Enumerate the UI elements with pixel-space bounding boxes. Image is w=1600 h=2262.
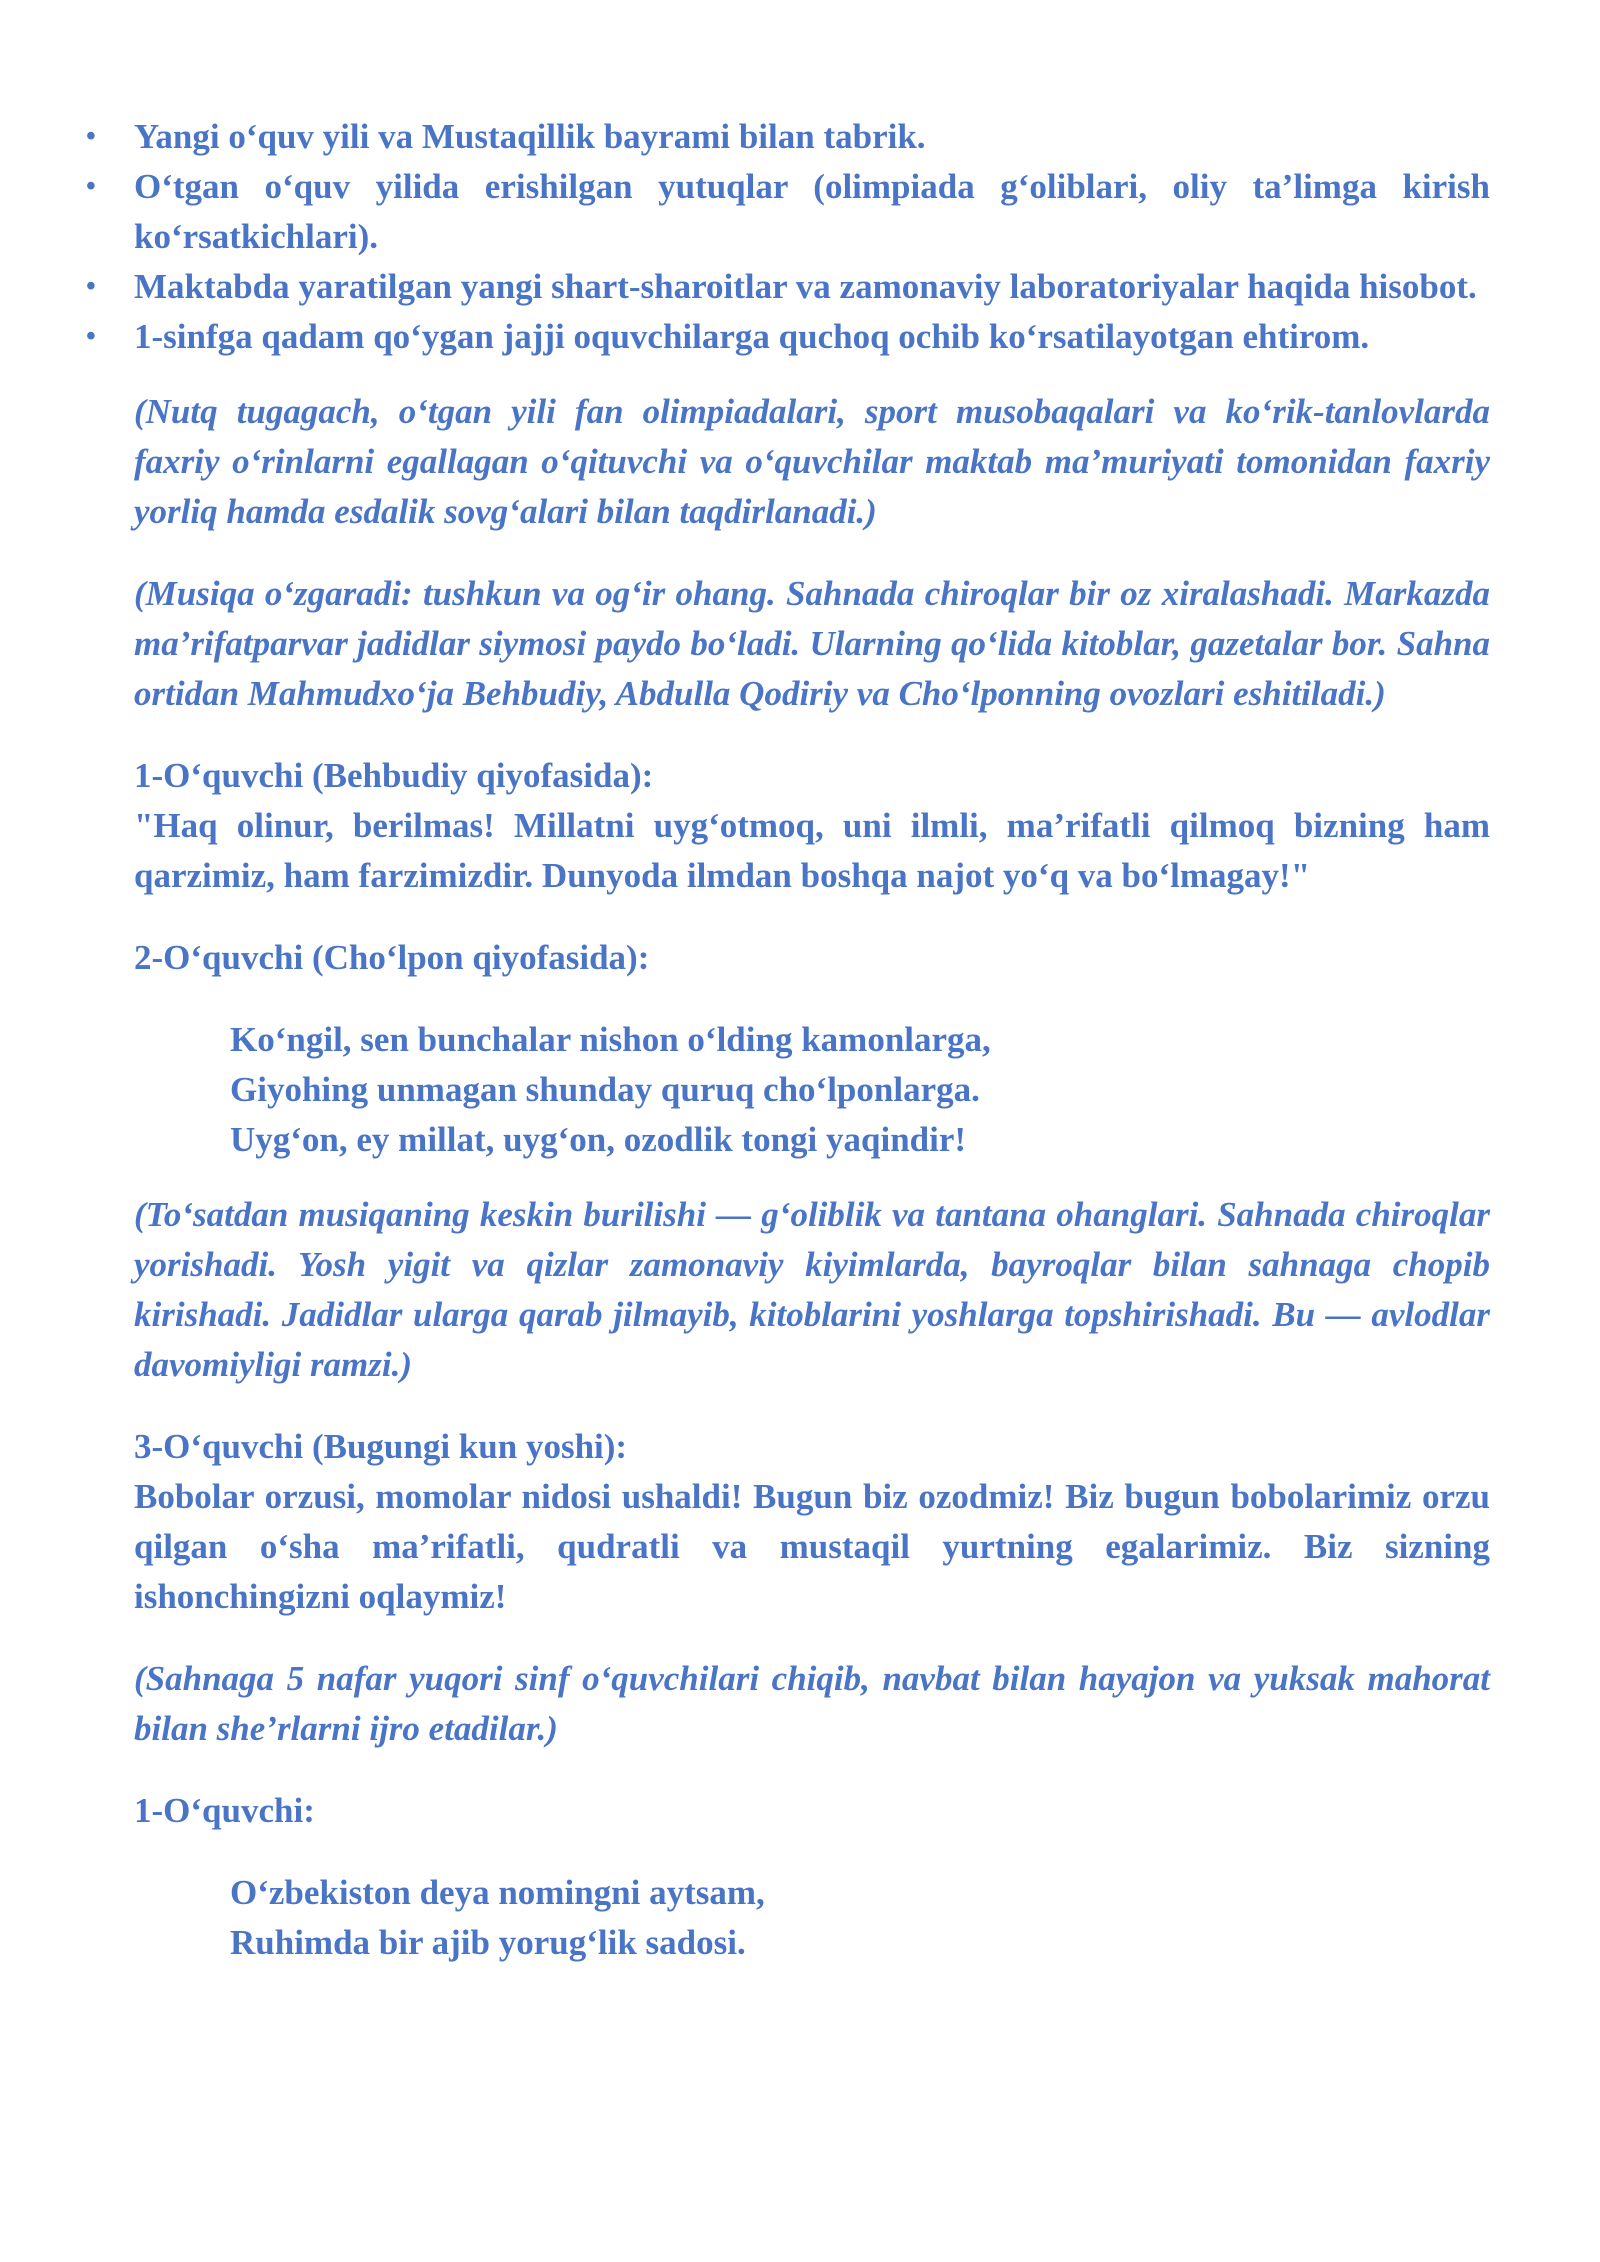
verse-uzbekistan (134, 1868, 1490, 1968)
bullet-text: Yangi o‘quv yili va Mustaqillik bayrami bilan tabrik. (134, 117, 926, 156)
bullet-item (86, 262, 1490, 312)
verse-cholpon (134, 1015, 1490, 1165)
stage-direction-awards: (Nutq tugagach, o‘tgan yili fan olimpiadalari, sport musobaqalari va ko‘rik-tanlovlarda faxriy o‘rinlarni egallagan o‘qituvchi va o‘quvchilar maktab ma’muriyati tomonidan faxriy yorliq hamda esdalik sovg‘alari bilan taqdirlanadi.) (134, 392, 1490, 531)
speaker-label-behbudiy: 1-O‘quvchi (Behbudiy qiyofasida): (134, 756, 654, 795)
speaker-label-youth: 3-O‘quvchi (Bugungi kun yoshi): (134, 1427, 628, 1466)
bullet-icon: • (86, 271, 96, 302)
verse-line: Ko‘ngil, sen bunchalar nishon o‘lding kamonlarga, (230, 1020, 991, 1059)
verse-line: Ruhimda bir ajib yorug‘lik sadosi. (230, 1923, 746, 1962)
bullet-item (86, 162, 1490, 262)
stage-direction-poems: (Sahnaga 5 nafar yuqori sinf o‘quvchilari chiqib, navbat bilan hayajon va yuksak mahorat bilan she’rlarni ijro etadilar.) (134, 1659, 1490, 1748)
verse-line: Giyohing unmagan shunday quruq cho‘lponlarga. (230, 1070, 980, 1109)
bullet-text: 1-sinfga qadam qo‘ygan jajji oquvchilarga quchoq ochib ko‘rsatilayotgan ehtirom. (134, 317, 1370, 356)
program-bullet-list (86, 112, 1490, 362)
bullet-text: Maktabda yaratilgan yangi shart-sharoitlar va zamonaviy laboratoriyalar haqida hisobot. (134, 267, 1477, 306)
speech-behbudiy: "Haq olinur, berilmas! Millatni uyg‘otmoq, uni ilmli, ma’rifatli qilmoq bizning ham qarzimiz, ham farzimizdir. Dunyoda ilmdan boshqa najot yo‘q va bo‘lmagay!" (134, 806, 1490, 895)
bullet-icon: • (86, 171, 96, 202)
bullet-icon: • (86, 121, 96, 152)
stage-direction-jadids: (Musiqa o‘zgaradi: tushkun va og‘ir ohang. Sahnada chiroqlar bir oz xiralashadi. Markazda ma’rifatparvar jadidlar siymosi paydo bo‘ladi. Ularning qo‘lida kitoblar, gazetalar bor. Sahna ortidan Mahmudxo‘ja Behbudiy, Abdulla Qodiriy va Cho‘lponning ovozlari eshitiladi.) (134, 574, 1490, 713)
speaker-label-student-1: 1-O‘quvchi: (134, 1791, 315, 1830)
speech-youth: Bobolar orzusi, momolar nidosi ushaldi! Bugun biz ozodmiz! Biz bugun bobolarimiz orzu qilgan o‘sha ma’rifatli, qudratli va mustaqil yurtning egalarimiz. Biz sizning ishonchingizni oqlaymiz! (134, 1477, 1490, 1616)
bullet-text: O‘tgan o‘quv yilida erishilgan yutuqlar (olimpiada g‘oliblari, oliy ta’limga kirish ko‘rsatkichlari). (134, 167, 1490, 256)
bullet-item (86, 312, 1490, 362)
verse-line: Uyg‘on, ey millat, uyg‘on, ozodlik tongi yaqindir! (230, 1120, 967, 1159)
speaker-label-cholpon: 2-O‘quvchi (Cho‘lpon qiyofasida): (134, 938, 650, 977)
stage-direction-triumph: (To‘satdan musiqaning keskin burilishi — g‘oliblik va tantana ohanglari. Sahnada chiroqlar yorishadi. Yosh yigit va qizlar zamonaviy kiyimlarda, bayroqlar bilan sahnaga chopib kirishadi. Jadidlar ularga qarab jilmayib, kitoblarini yoshlarga topshirishadi. Bu — avlodlar davomiyligi ramzi.) (134, 1195, 1490, 1384)
bullet-icon: • (86, 321, 96, 352)
verse-line: O‘zbekiston deya nomingni aytsam, (230, 1873, 765, 1912)
bullet-item (86, 112, 1490, 162)
